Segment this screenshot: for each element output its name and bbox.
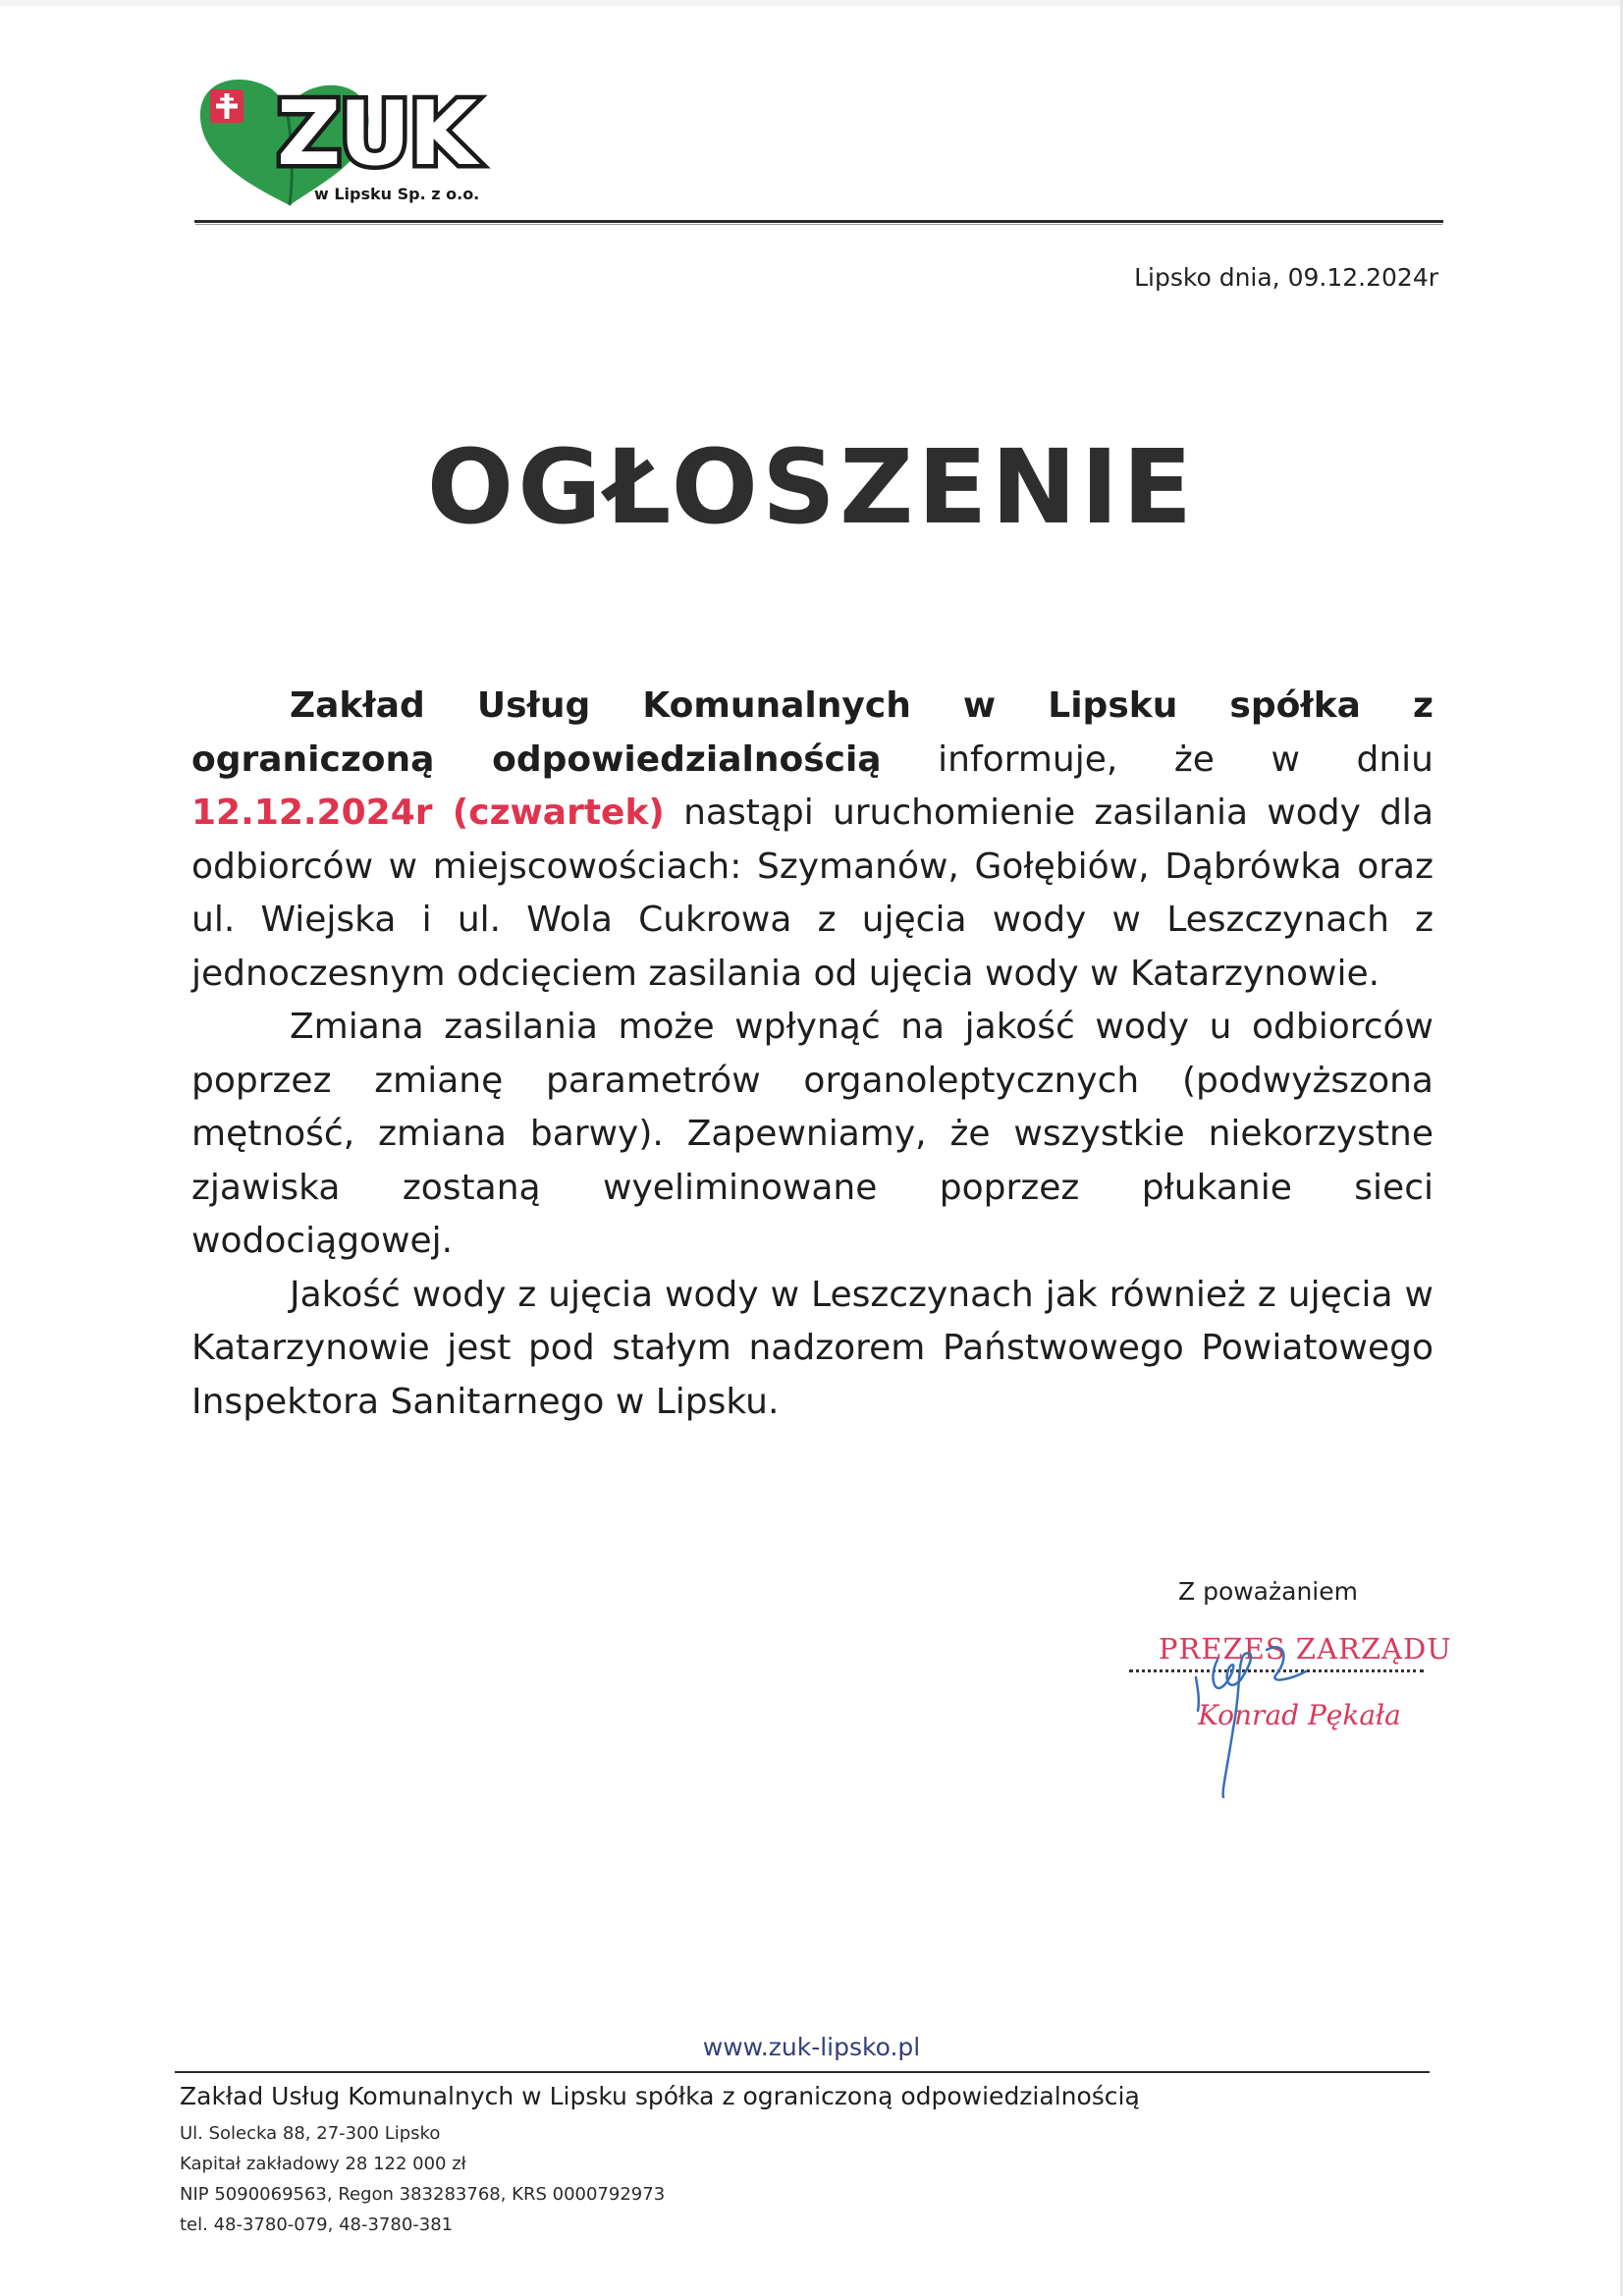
stamp-title: PREZES ZARZĄDU — [1159, 1632, 1452, 1666]
highlighted-date: 12.12.2024r (czwartek) — [191, 793, 665, 833]
stamp-name: Konrad Pękała — [1198, 1699, 1401, 1731]
scan-border-top — [0, 0, 1623, 6]
logo-subtitle: w Lipsku Sp. z o.o. — [314, 185, 480, 203]
announcement-body — [191, 680, 1434, 1429]
closing-greeting: Z poważaniem — [1178, 1577, 1358, 1606]
logo-brand: ZUK — [277, 82, 476, 186]
document-date: Lipsko dnia, 09.12.2024r — [1134, 263, 1438, 292]
paragraph-1-text-b: nastąpi uruchomienie zasilania wody dla odbiorców w miejscowościach: Szymanów, Gołębiów, Dąbrówka oraz ul. Wiejska i ul. Wola Cukrowa z ujęcia wody w Leszczynach z jednoczesnym odcięciem zasilania od ujęcia wody w Katarzynowie. — [191, 793, 1434, 994]
paragraph-1-text-a: informuje, że w dniu — [881, 738, 1434, 780]
zuk-logo — [196, 74, 501, 211]
signature-stamp — [1119, 1620, 1453, 1817]
footer-address: Ul. Solecka 88, 27-300 Lipsko — [180, 2123, 441, 2144]
website-link[interactable]: www.zuk-lipsko.pl — [702, 2033, 921, 2061]
paragraph-1 — [191, 680, 1434, 1001]
paragraph-2: Zmiana zasilania może wpłynąć na jakość wody u odbiorców poprzez zmianę parametrów organoleptycznych (podwyższona mętność, zmiana barwy). Zapewniamy, że wszystkie niekorzystne zjawiska zostaną wyeliminowane poprzez płukanie sieci wodociągowej. — [191, 1007, 1434, 1261]
footer-company-name: Zakład Usług Komunalnych w Lipsku spółka z ograniczoną odpowiedzialnością — [180, 2082, 1140, 2110]
handwritten-signature — [1119, 1620, 1453, 1817]
header-divider — [194, 220, 1443, 223]
company-name: Zakład Usług Komunalnych w Lipsku spółka z ograniczoną odpowiedzialnością — [191, 685, 1434, 780]
footer-capital: Kapitał zakładowy 28 122 000 zł — [180, 2154, 466, 2174]
document-title: OGŁOSZENIE — [426, 427, 1197, 547]
paragraph-3: Jakość wody z ujęcia wody w Leszczynach jak również z ujęcia w Katarzynowie jest pod stałym nadzorem Państwowego Powiatowego Inspektora Sanitarnego w Lipsku. — [191, 1274, 1434, 1422]
footer-divider — [175, 2071, 1430, 2073]
footer-phone: tel. 48-3780-079, 48-3780-381 — [180, 2214, 454, 2235]
footer-registration: NIP 5090069563, Regon 383283768, KRS 0000792973 — [180, 2184, 666, 2205]
